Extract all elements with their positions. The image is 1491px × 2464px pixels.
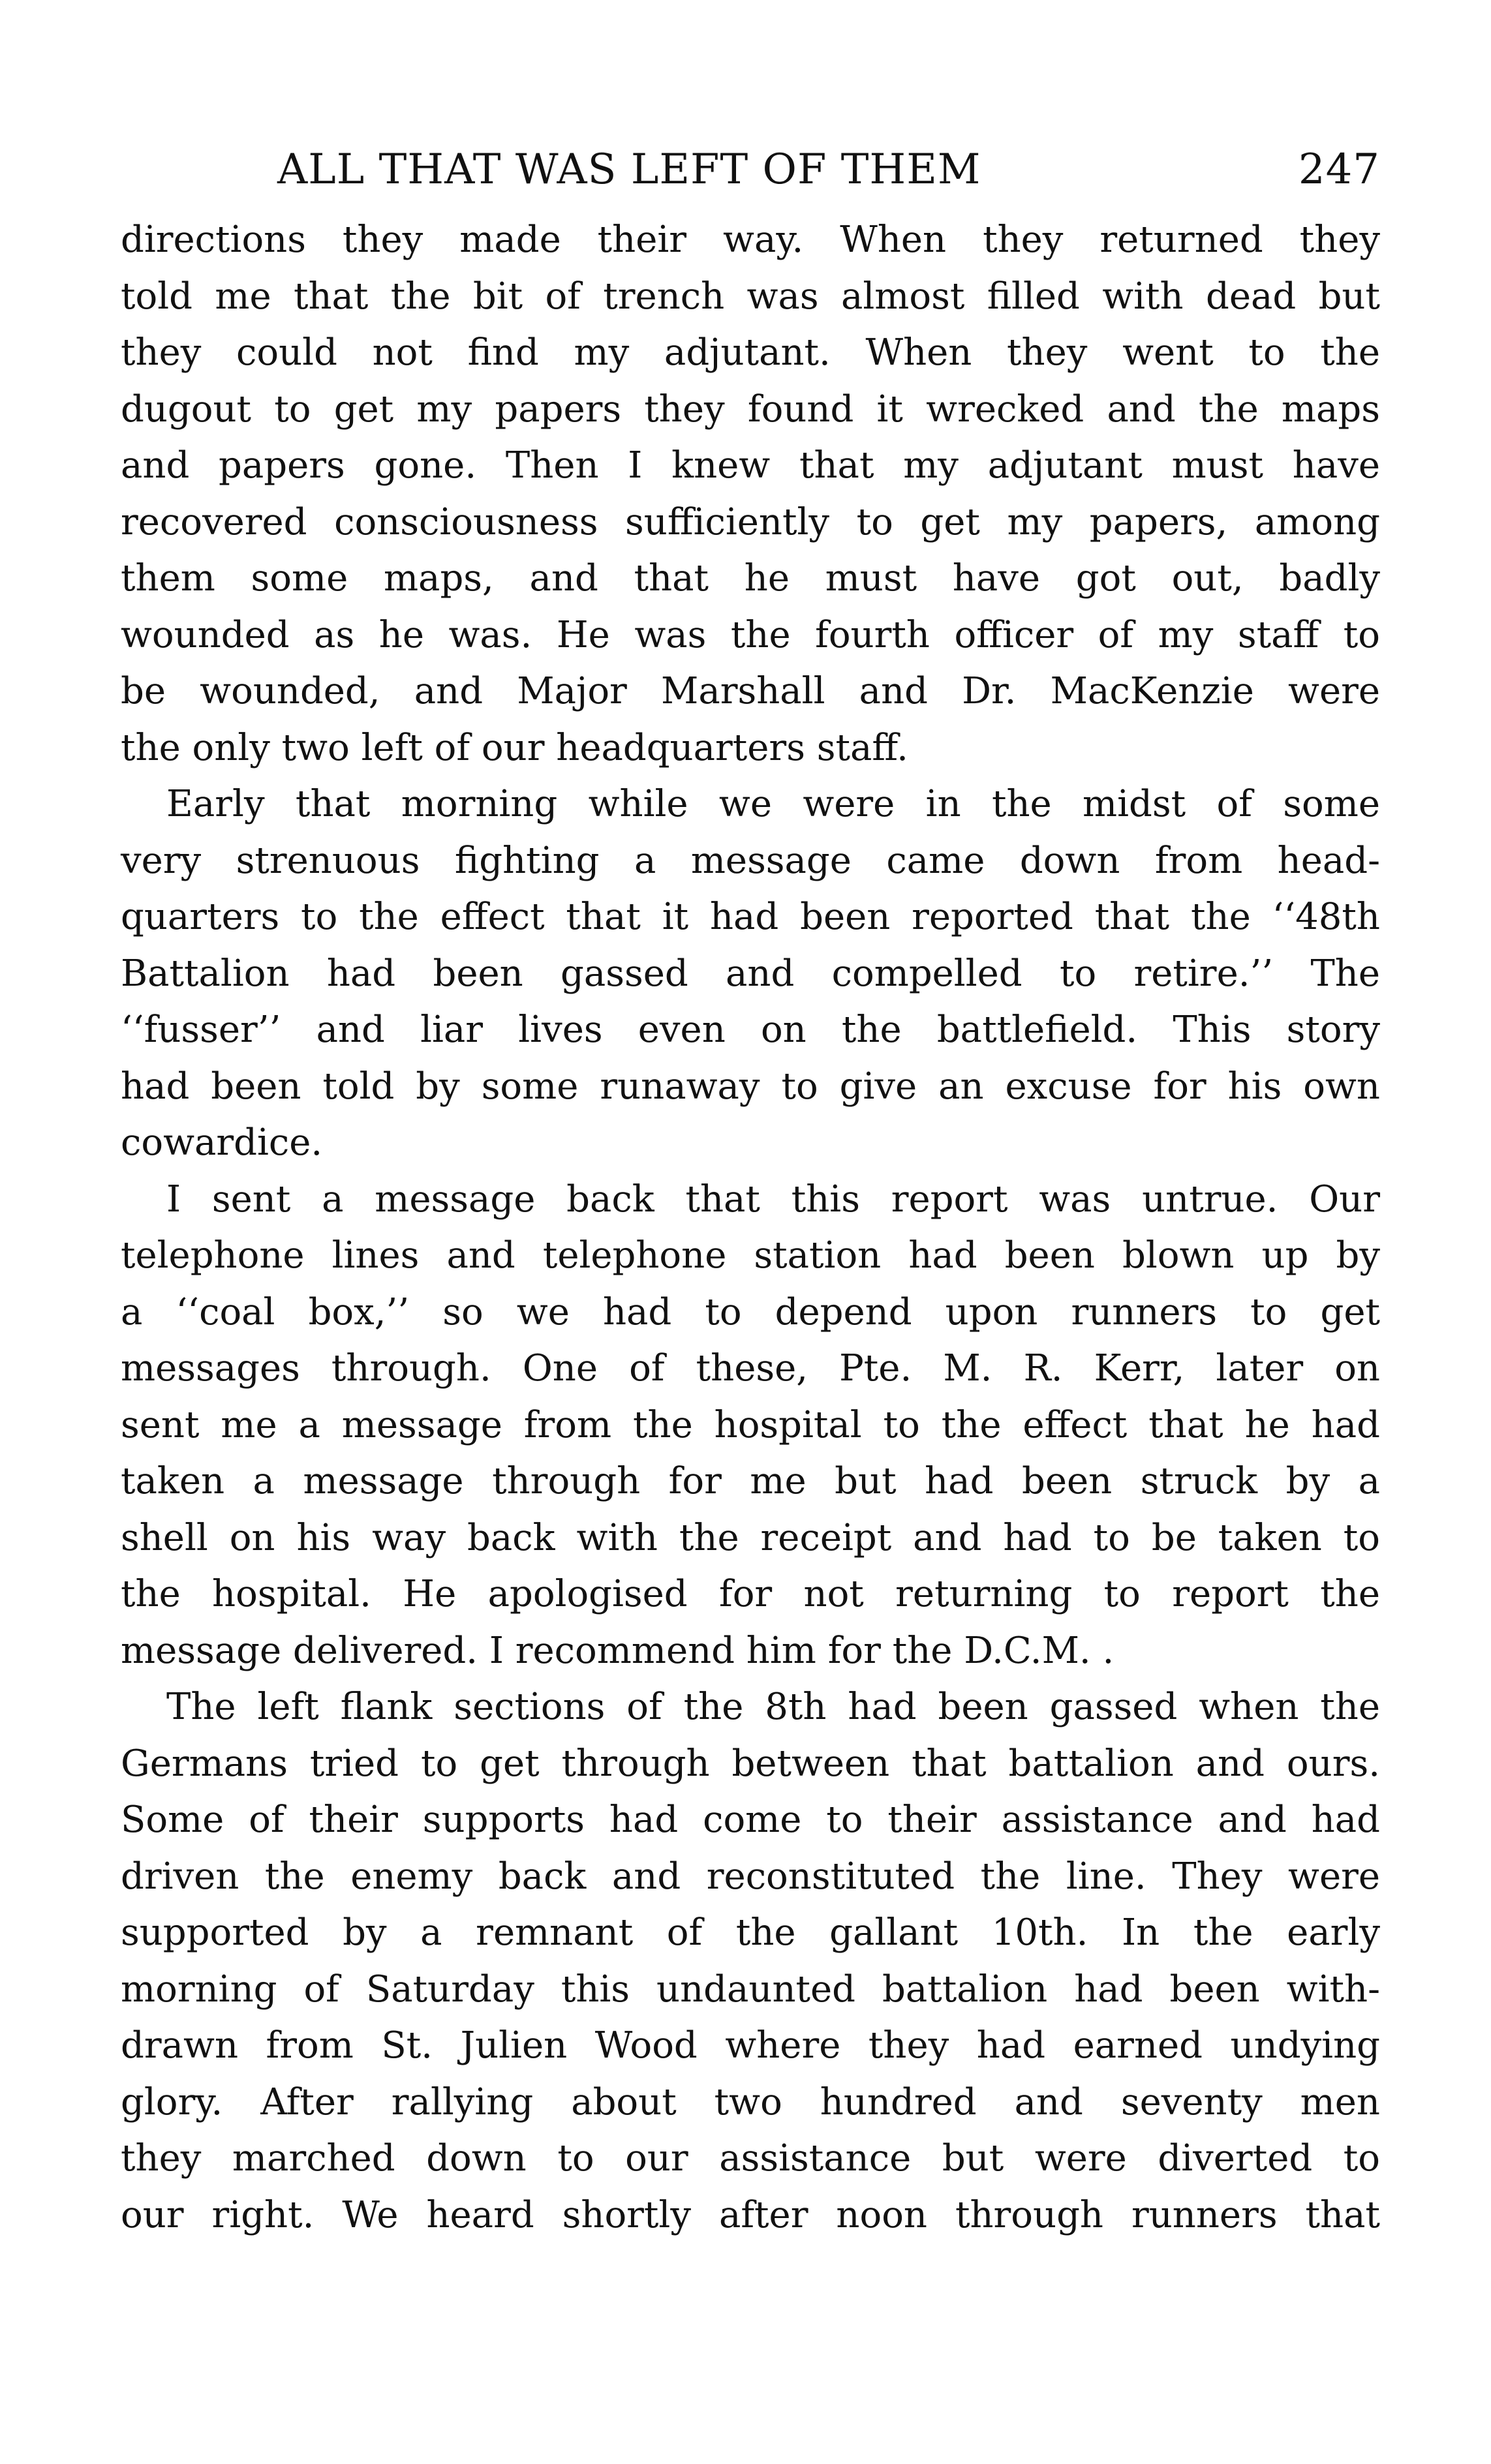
page-number: 247 <box>1298 145 1380 194</box>
book-page <box>121 140 1380 2243</box>
text-line: glory. After rallying about two hundred and seventy men <box>121 2080 1380 2123</box>
text-line: a ‘‘coal box,’’ so we had to depend upon runners to get <box>121 1290 1380 1333</box>
text-line: recovered consciousness sufficiently to get my papers, among <box>121 500 1380 543</box>
running-head <box>277 140 1380 199</box>
text-line: I sent a message back that this report was untrue. Our <box>166 1178 1380 1221</box>
text-line: drawn from St. Julien Wood where they had earned undying <box>121 2024 1380 2067</box>
text-line: morning of Saturday this undaunted battalion had been with- <box>121 1968 1380 2011</box>
text-line: telephone lines and telephone station had been blown up by <box>121 1234 1380 1277</box>
paragraph <box>121 776 1380 1172</box>
text-line: Early that morning while we were in the midst of some <box>166 783 1380 825</box>
chapter-title: ALL THAT WAS LEFT OF THEM <box>277 145 981 194</box>
text-line: they could not find my adjutant. When they went to the <box>121 331 1380 374</box>
text-line: driven the enemy back and reconstituted the line. They were <box>121 1855 1380 1898</box>
text-line: quarters to the effect that it had been reported that the ‘‘48th <box>121 896 1380 938</box>
paragraph <box>121 1679 1380 2243</box>
text-line: ‘‘fusser’’ and liar lives even on the battlefield. This story <box>121 1009 1380 1051</box>
text-line: shell on his way back with the receipt and had to be taken to <box>121 1516 1380 1559</box>
text-line: them some maps, and that he must have got out, badly <box>121 557 1380 600</box>
text-line: our right. We heard shortly after noon through runners that <box>121 2193 1380 2236</box>
text-line: Some of their supports had come to their assistance and had <box>121 1799 1380 1841</box>
paragraph <box>121 1172 1380 1680</box>
text-line: dugout to get my papers they found it wrecked and the maps <box>121 388 1380 431</box>
text-line: very strenuous fighting a message came down from head- <box>121 839 1380 882</box>
text-line: had been told by some runaway to give an excuse for his own <box>121 1065 1380 1108</box>
text-line: the only two left of our headquarters staff. <box>121 726 908 769</box>
text-line: wounded as he was. He was the fourth officer of my staff to <box>121 613 1380 656</box>
text-line: the hospital. He apologised for not returning to report the <box>121 1573 1380 1615</box>
text-line: they marched down to our assistance but were diverted to <box>121 2137 1380 2180</box>
text-line: and papers gone. Then I knew that my adjutant must have <box>121 444 1380 487</box>
text-line: cowardice. <box>121 1121 323 1164</box>
text-line: The left flank sections of the 8th had been gassed when the <box>166 1686 1380 1728</box>
text-line: supported by a remnant of the gallant 10th. In the early <box>121 1911 1380 1954</box>
text-line: directions they made their way. When they returned they <box>121 219 1380 261</box>
text-line: sent me a message from the hospital to the effect that he had <box>121 1403 1380 1446</box>
text-line: be wounded, and Major Marshall and Dr. MacKenzie were <box>121 670 1380 712</box>
text-line: taken a message through for me but had been struck by a <box>121 1460 1380 1502</box>
text-line: Battalion had been gassed and compelled to retire.’’ The <box>121 952 1380 995</box>
text-line: messages through. One of these, Pte. M. R. Kerr, later on <box>121 1347 1380 1390</box>
paragraph <box>121 212 1380 776</box>
text-line: told me that the bit of trench was almost filled with dead but <box>121 275 1380 318</box>
text-line: message delivered. I recommend him for the D.C.M. . <box>121 1629 1114 1672</box>
text-line: Germans tried to get through between that battalion and ours. <box>121 1742 1380 1785</box>
body-text <box>121 212 1380 2243</box>
